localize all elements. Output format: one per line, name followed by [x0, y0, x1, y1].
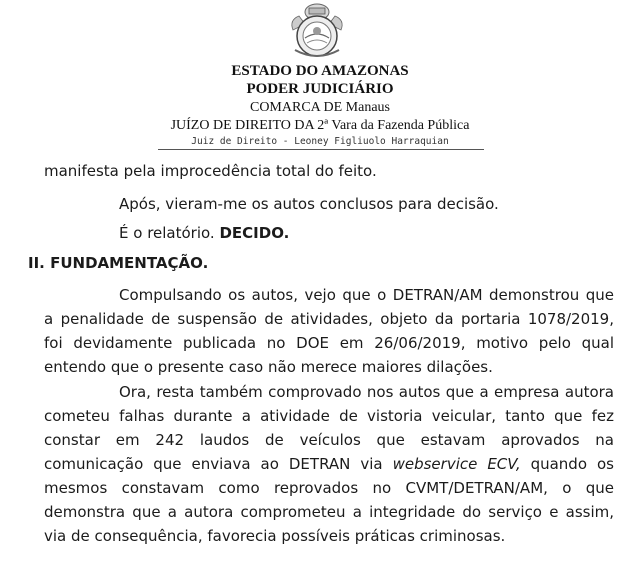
webservice-term: webservice ECV, [392, 455, 521, 473]
paragraph-line: constar em 242 laudos de veículos que estavam aprovados na [44, 431, 614, 449]
paragraph-line [44, 452, 614, 476]
paragraph-line: entendo que o presente caso não merece maiores dilações. [44, 358, 493, 376]
decision-word: DECIDO. [219, 224, 290, 242]
body-line [44, 221, 614, 245]
state-title: ESTADO DO AMAZONAS [231, 63, 409, 79]
report-text: É o relatório. [119, 224, 220, 242]
paragraph-line: demonstra que a autora comprometeu a integridade do serviço e assim, [44, 503, 614, 521]
coat-of-arms-icon [279, 0, 355, 62]
body-line: Após, vieram-me os autos conclusos para decisão. [119, 195, 499, 213]
judge-name: Juiz de Direito - Leoney Figliuolo Harraquian [191, 136, 449, 147]
body-line: manifesta pela improcedência total do feito. [44, 162, 377, 180]
paragraph-line: Ora, resta também comprovado nos autos que a empresa autora [119, 383, 614, 401]
paragraph-line: cometeu falhas durante a atividade de vistoria veicular, tanto que fez [44, 407, 614, 425]
paragraph-line: mesmos constavam como reprovados no CVMT/DETRAN/AM, o que [44, 479, 614, 497]
paragraph-line: a penalidade de suspensão de atividades, objeto da portaria 1078/2019, [44, 310, 614, 328]
text-segment: comunicação que enviava ao DETRAN via [44, 455, 393, 473]
paragraph-line: via de consequência, favorecia possíveis práticas criminosas. [44, 527, 506, 545]
district-title: COMARCA DE Manaus [249, 100, 390, 115]
court-title: JUÍZO DE DIREITO DA 2ª Vara da Fazenda Pública [170, 118, 470, 133]
judiciary-title: PODER JUDICIÁRIO [246, 81, 394, 97]
text-segment: quando os [520, 455, 614, 473]
paragraph-line: foi devidamente publicada no DOE em 26/06/2019, motivo pelo qual [44, 334, 614, 352]
section-heading: II. FUNDAMENTAÇÃO. [28, 254, 209, 272]
header-divider [158, 149, 484, 150]
paragraph-line: Compulsando os autos, vejo que o DETRAN/AM demonstrou que [119, 286, 614, 304]
